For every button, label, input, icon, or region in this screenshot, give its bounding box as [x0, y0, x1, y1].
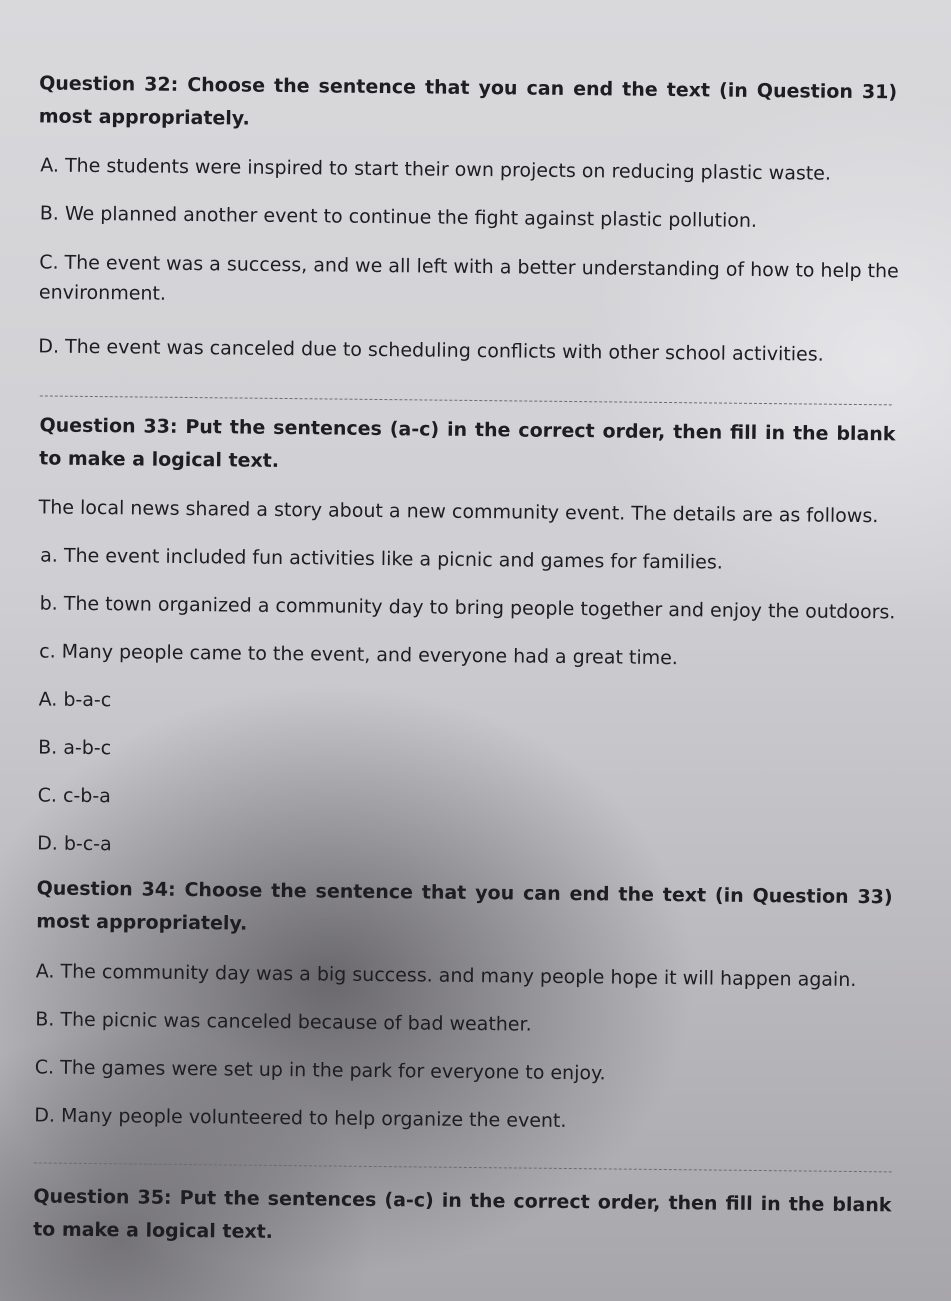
question-32-title: Question 32: Choose the sentence that you can end the text (in Question 31) most appropriately. — [38, 72, 898, 130]
question-33-intro: The local news shared a story about a new community event. The details are as follows. — [38, 496, 879, 528]
question-34-option-c: C. The games were set up in the park for everyone to enjoy. — [34, 1056, 606, 1085]
question-33-sentence-c: c. Many people came to the event, and everyone had a great time. — [39, 640, 679, 670]
question-34-option-d: D. Many people volunteered to help organize the event. — [34, 1104, 567, 1132]
question-32-option-b: B. We planned another event to continue the fight against plastic pollution. — [39, 202, 758, 232]
question-33-option-a: A. b-a-c — [38, 688, 112, 712]
question-34-option-b: B. The picnic was canceled because of bad weather. — [35, 1008, 532, 1036]
question-32-option-a: A. The students were inspired to start their own projects on reducing plastic waste. — [40, 154, 832, 185]
question-33-option-c: C. c-b-a — [37, 784, 112, 808]
question-33-sentence-a: a. The event included fun activities like a picnic and games for families. — [40, 544, 723, 574]
section-divider — [40, 395, 892, 405]
question-33-title: Question 33: Put the sentences (a-c) in the correct order, then fill in the blank to make a logical text. — [39, 414, 896, 472]
section-divider — [34, 1162, 892, 1172]
question-35-title: Question 35: Put the sentences (a-c) in the correct order, then fill in the blank to make a logical text. — [33, 1185, 892, 1243]
question-34-title: Question 34: Choose the sentence that you can end the text (in Question 33) most appropriately. — [36, 877, 893, 935]
question-33-sentence-b: b. The town organized a community day to bring people together and enjoy the outdoors. — [39, 592, 896, 624]
question-33-option-d: D. b-c-a — [37, 832, 112, 856]
question-32-option-c: C. The event was a success, and we all left with a better understanding of how to help the environment. — [38, 251, 899, 305]
question-33-option-b: B. a-b-c — [38, 736, 112, 760]
question-32-option-d: D. The event was canceled due to scheduling conflicts with other school activities. — [38, 335, 824, 366]
question-34-option-a: A. The community day was a big success. and many people hope it will happen again. — [35, 960, 857, 992]
